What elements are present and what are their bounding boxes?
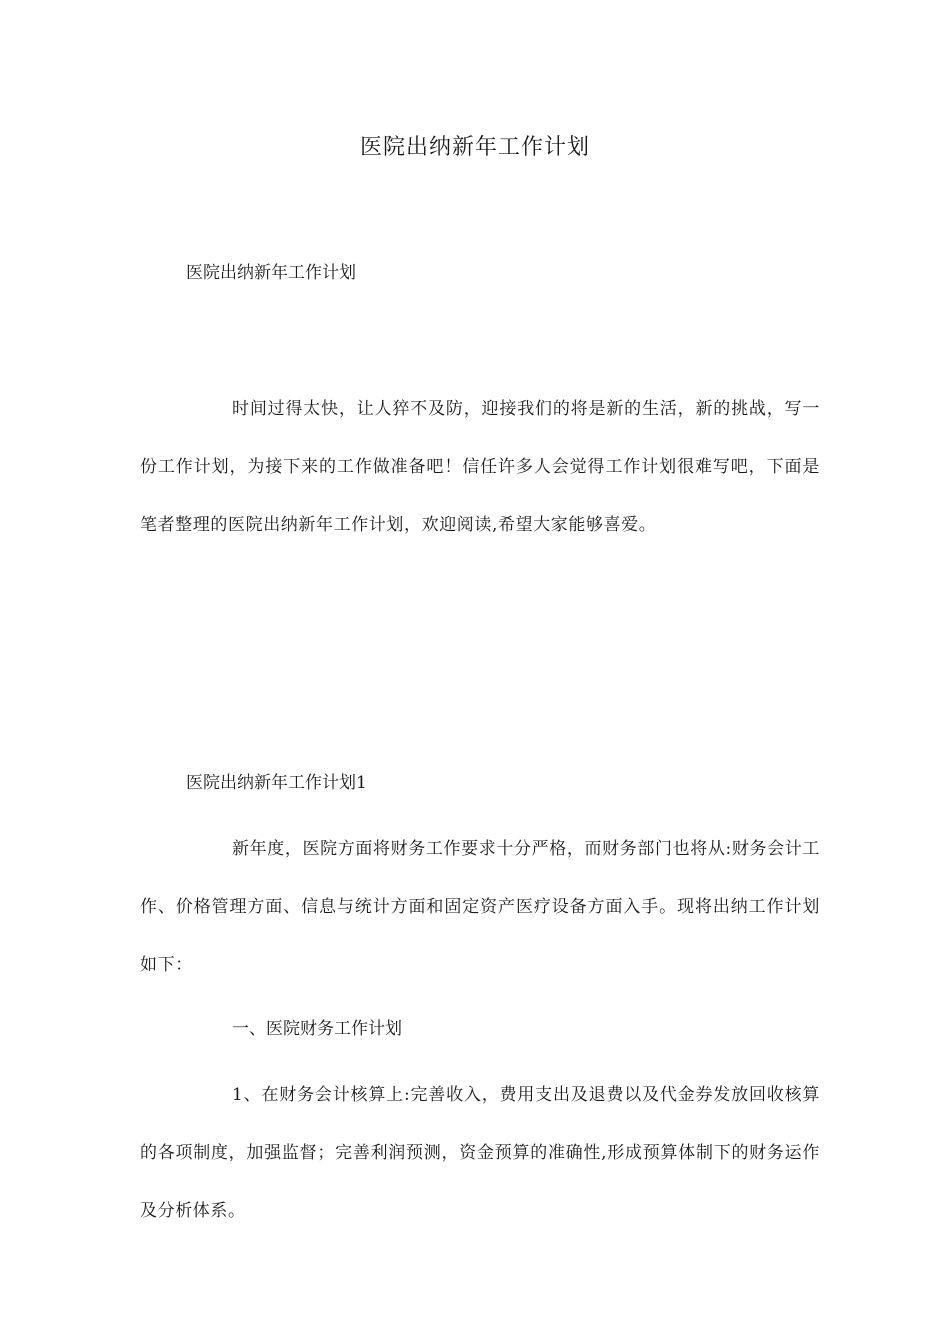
intro-paragraph: 时间过得太快，让人猝不及防，迎接我们的将是新的生活，新的挑战，写一份工作计划，为接下来的工作做准备吧！信任许多人会觉得工作计划很难写吧，下面是笔者整理的医院出纳新年工作计划，欢迎阅读,希望大家能够喜爱。 <box>140 399 820 535</box>
section-1-title: 医院出纳新年工作计划1 <box>186 773 367 793</box>
document-subtitle: 医院出纳新年工作计划 <box>186 263 356 283</box>
section-1-paragraph: 新年度，医院方面将财务工作要求十分严格，而财务部门也将从:财务会计工作、价格管理方面、信息与统计方面和固定资产医疗设备方面入手。现将出纳工作计划如下： <box>140 839 820 975</box>
heading-financial-plan: 一、医院财务工作计划 <box>232 1019 402 1039</box>
document-title: 医院出纳新年工作计划 <box>359 135 590 160</box>
item-1-paragraph: 1、在财务会计核算上:完善收入，费用支出及退费以及代金券发放回收核算的各项制度，加强监督；完善利润预测，资金预算的准确性,形成预算体制下的财务运作及分析体系。 <box>140 1085 820 1221</box>
